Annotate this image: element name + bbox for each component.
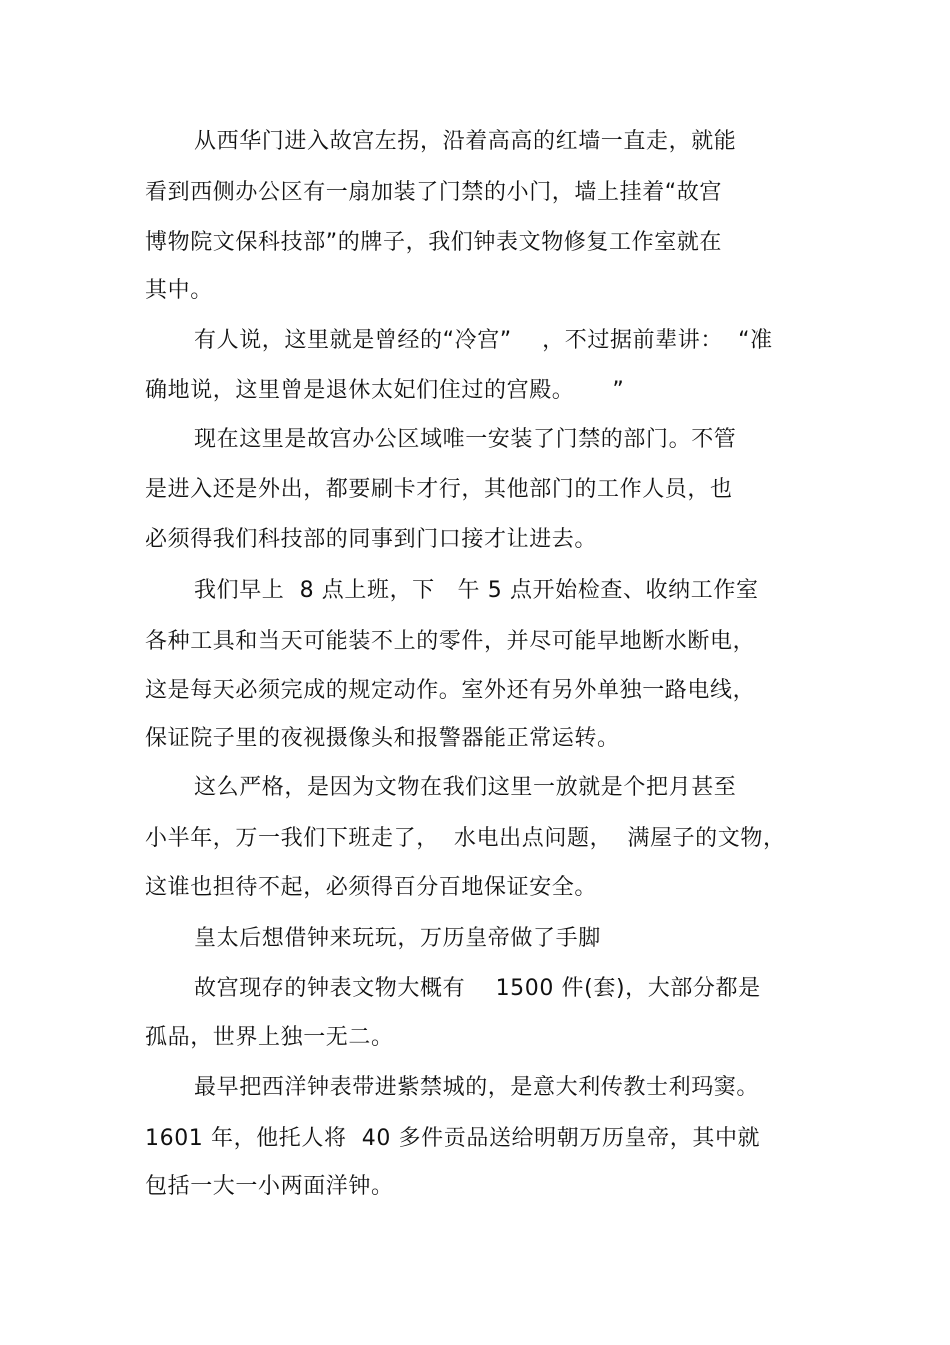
- text-line: 现在这里是故宫办公区域唯一安装了门禁的部门。不管: [194, 427, 737, 452]
- text-line: 是进入还是外出，都要刷卡才行，其他部门的工作人员，也: [145, 477, 733, 502]
- text-line: 最早把西洋钟表带进紫禁城的，是意大利传教士利玛窦。: [194, 1075, 760, 1100]
- text-line: 这是每天必须完成的规定动作。室外还有另外单独一路电线，: [145, 678, 756, 703]
- text-line: 从西华门进入故宫左拐，沿着高高的红墙一直走，就能: [194, 129, 737, 154]
- text-line: 必须得我们科技部的同事到门口接才让进去。: [145, 527, 598, 552]
- text-line: 博物院文保科技部”的牌子，我们钟表文物修复工作室就在: [145, 230, 722, 255]
- text-line: 孤品，世界上独一无二。: [145, 1025, 394, 1050]
- text-line: 小半年，万一我们下班走了， 水电出点问题， 满屋子的文物，: [145, 826, 786, 851]
- text-line: 有人说，这里就是曾经的“冷宫” ，不过据前辈讲： “准: [194, 328, 773, 353]
- text-line: 确地说，这里曾是退休太妃们住过的宫殿。 ”: [145, 378, 625, 403]
- text-line: 包括一大一小两面洋钟。: [145, 1174, 394, 1199]
- text-line: 其中。: [145, 278, 213, 303]
- text-line: 故宫现存的钟表文物大概有 1500 件(套)，大部分都是: [194, 976, 761, 1001]
- text-line: 我们早上 8 点上班，下 午 5 点开始检查、收纳工作室: [194, 578, 759, 603]
- text-line: 看到西侧办公区有一扇加装了门禁的小门，墙上挂着“故宫: [145, 180, 722, 205]
- text-line: 这么严格，是因为文物在我们这里一放就是个把月甚至: [194, 775, 737, 800]
- text-line: 各种工具和当天可能装不上的零件，并尽可能早地断水断电，: [145, 629, 756, 654]
- text-line: 这谁也担待不起，必须得百分百地保证安全。: [145, 875, 598, 900]
- text-line: 1601 年，他托人将 40 多件贡品送给明朝万历皇帝，其中就: [145, 1126, 761, 1151]
- section-heading: 皇太后想借钟来玩玩，万历皇帝做了手脚: [194, 926, 601, 951]
- text-line: 保证院子里的夜视摄像头和报警器能正常运转。: [145, 726, 620, 751]
